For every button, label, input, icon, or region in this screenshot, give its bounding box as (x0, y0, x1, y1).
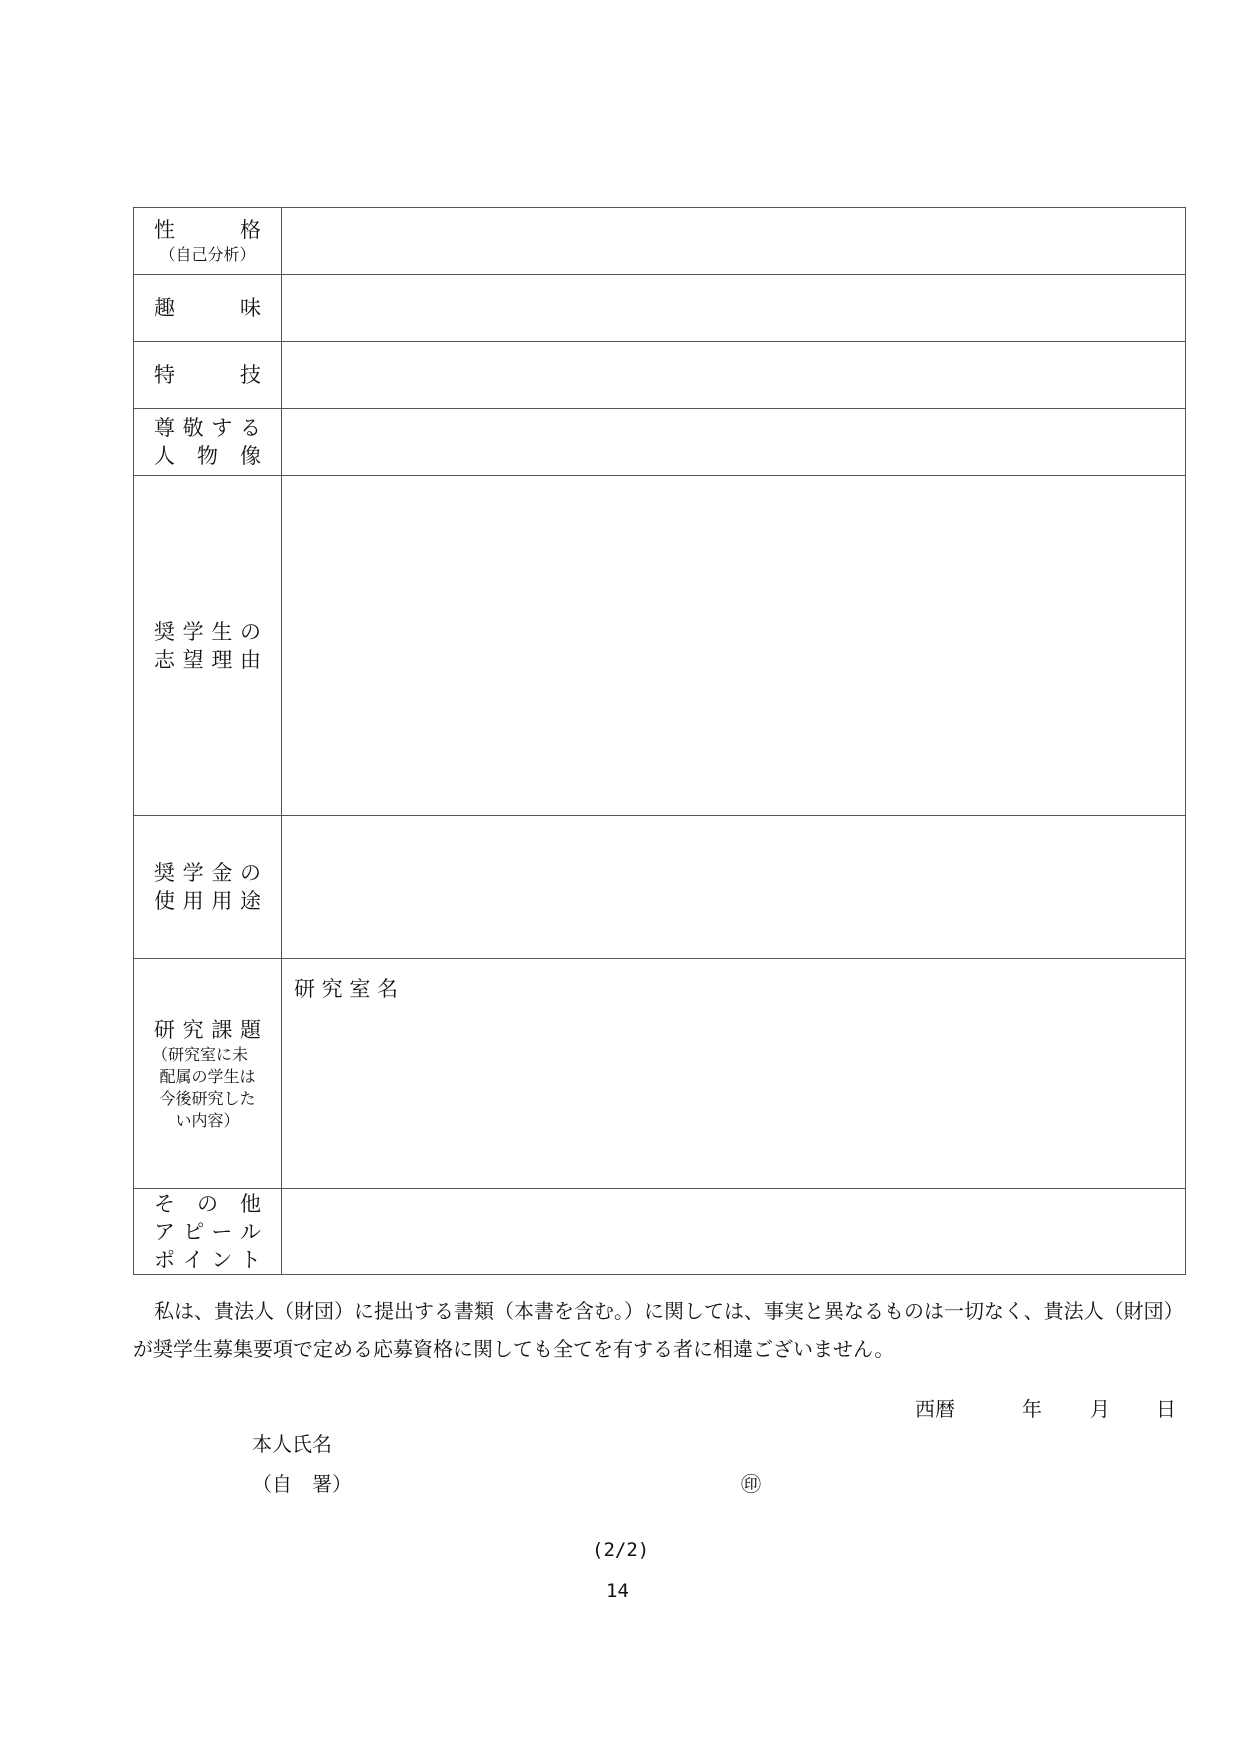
usage-row (134, 816, 1186, 959)
hobby-label: 趣味 (154, 296, 261, 320)
seal-mark: ㊞ (741, 1472, 761, 1496)
date-year-label: 年 (1022, 1397, 1042, 1421)
lab-name-label: 研究室名 (294, 976, 398, 1001)
date-month-label: 月 (1090, 1397, 1110, 1421)
research-note-line: 今後研究した (159, 1088, 256, 1108)
skill-label-cell (134, 342, 282, 409)
usage-label-line2: 使用用途 (154, 889, 261, 913)
date-era: 西暦 (915, 1397, 955, 1421)
other-appeal-label-cell (134, 1189, 282, 1275)
declaration-text: 私は、貴法人（財団）に提出する書類（本書を含む。）に関しては、事実と異なるものは一切なく、貴法人（財団）が奨学生募集要項で定める応募資格に関しても全てを有する者に相違ございません。 (133, 1299, 1184, 1361)
personality-field[interactable] (282, 208, 1186, 275)
motivation-label-line2: 志望理由 (154, 647, 261, 672)
other-appeal-label-line3: ポイント (154, 1247, 261, 1272)
respected-person-field[interactable] (282, 409, 1186, 476)
other-appeal-row (134, 1189, 1186, 1275)
personality-label-cell (134, 208, 282, 275)
respected-person-label-cell (134, 409, 282, 476)
hobby-label-cell (134, 275, 282, 342)
signature-name-label: 本人氏名 (252, 1432, 332, 1456)
skill-label: 特技 (154, 363, 261, 387)
hobby-row (134, 275, 1186, 342)
research-content-cell (282, 959, 1186, 1189)
date-day-label: 日 (1156, 1397, 1176, 1421)
other-appeal-label-line1: その他 (154, 1191, 261, 1216)
skill-field[interactable] (282, 342, 1186, 409)
research-note-line: （研究室に未 (152, 1044, 249, 1064)
lab-name-field[interactable] (410, 959, 1185, 1016)
research-label-cell (134, 959, 282, 1189)
other-appeal-field[interactable] (282, 1189, 1186, 1275)
usage-label-cell (134, 816, 282, 959)
respected-person-label-line2: 人物像 (154, 444, 261, 468)
other-appeal-label-line2: アピール (154, 1219, 261, 1244)
usage-label-line1: 奨学金の (154, 861, 261, 885)
research-inner-table (282, 959, 1185, 1186)
respected-person-label-line1: 尊敬する (154, 416, 261, 440)
research-row (134, 959, 1186, 1189)
page-fraction: (2/2) (592, 1539, 650, 1561)
respected-person-row (134, 409, 1186, 476)
personality-label: 性格 (154, 218, 261, 242)
lab-name-label-cell (282, 959, 410, 1016)
motivation-label-cell (134, 476, 282, 816)
motivation-row (134, 476, 1186, 816)
usage-field[interactable] (282, 816, 1186, 959)
hobby-field[interactable] (282, 275, 1186, 342)
signature-self-sign-label: （自 署） (252, 1472, 352, 1496)
skill-row (134, 342, 1186, 409)
motivation-label-line1: 奨学生の (154, 619, 261, 644)
research-topic-field[interactable] (282, 1016, 1185, 1186)
application-form-table (133, 207, 1186, 1275)
research-note-line: い内容） (175, 1110, 240, 1130)
research-label: 研究課題 (154, 1017, 261, 1042)
personality-sublabel: （自己分析） (159, 245, 256, 264)
personality-row (134, 208, 1186, 275)
page-number: 14 (606, 1580, 629, 1602)
research-note-line: 配属の学生は (159, 1066, 256, 1086)
motivation-field[interactable] (282, 476, 1186, 816)
